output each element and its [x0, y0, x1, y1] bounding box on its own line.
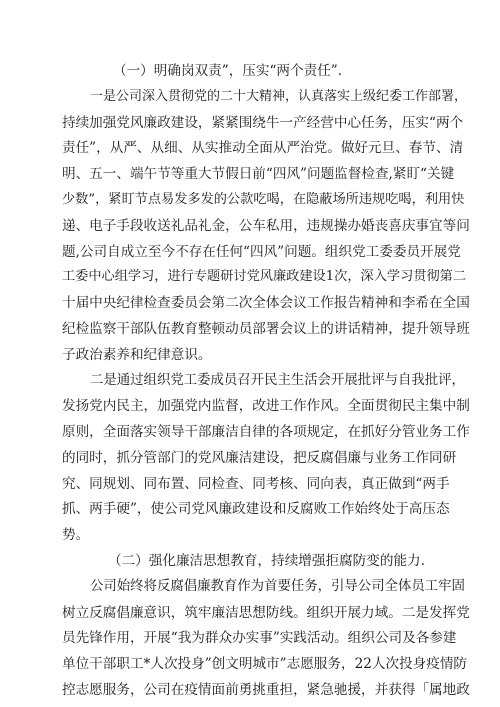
- paragraph-line: 发扬党内民主，加强党内监督，改进工作作风。全面贯彻民主集中制: [62, 398, 470, 414]
- paragraph-line: 递、电子手段收送礼品礼金，公车私用，违规操办婚丧喜庆事宜等问: [62, 218, 470, 234]
- paragraph-line: 持续加强党风廉政建设，紧紧围绕牛一产经营中心任务，压实“两个: [62, 115, 464, 131]
- paragraph-line: 树立反腐倡廉意识，筑牢廉洁思想防线。组织开展力域。二是发挥党: [62, 605, 470, 621]
- paragraph-line: 势。: [62, 527, 90, 543]
- paragraph-line: 子政治素养和纪律意识。: [62, 347, 212, 363]
- paragraph-line: 题,公司自成立至今不存在任何“四风”问题。组织党工委委员开展党: [62, 244, 461, 260]
- paragraph-line: 纪检监察干部队伍教育整顿动员部署会议上的讲话精神，提升领导班: [62, 321, 470, 337]
- paragraph-line: 控志愿服务，公司在疫情面前勇挑重担，紧急驰援，并获得「属地政: [62, 682, 470, 698]
- paragraph-line: 明、五一、端午节等重大节假日前“四风”问题监督检查,紧盯“关键: [62, 166, 455, 182]
- paragraph-line: 一是公司深入贯彻党的二十大精神，认真落实上级纪委工作部署，: [90, 89, 468, 104]
- paragraph-line: 二是通过组织党工委成员召开民主生活会开展批评与自我批评，: [90, 373, 465, 388]
- paragraph-line: 单位干部职工*人次投身”创文明城市”志愿服务，22人次投身疫情防: [62, 656, 468, 672]
- section-heading: （二）强化廉洁思想教育，持续增强拒腐防变的能力.: [108, 553, 425, 569]
- paragraph-line: 究、同规划、同布置、同检查、同考核、同向表，真正做到“两手: [62, 476, 450, 492]
- paragraph-line: 工委中心组学习，进行专题研讨党风廉政建设1次，深入学习贯彻第二: [62, 269, 467, 284]
- section-heading: （一）明确岗双责”，压实“两个责任”．: [113, 63, 352, 79]
- paragraph-line: 责任”，从严、从细、从实推动全面从严治党。做好元旦、春节、清: [62, 140, 464, 156]
- paragraph-line: 抓、两手硬”，使公司党风廉政建设和反腐败工作始终处于高压态: [62, 501, 450, 517]
- paragraph-line: 员先锋作用，开展“我为群众办实事”实践活动。组织公司及各参建: [62, 630, 457, 646]
- paragraph-line: 十届中央纪律检查委员会第二次全体会议工作报告精神和李希在全国: [62, 295, 470, 311]
- paragraph-line: 少数”，紧盯节点易发多发的公款吃喝，在隐蔽场所违规吃喝，利用快: [62, 192, 465, 207]
- paragraph-line: 公司始终将反腐倡廉教育作为首要任务，引导公司全体员工牢固: [90, 579, 465, 594]
- paragraph-line: 的同时，抓分管部门的党风廉洁建设，把反腐倡廉与业务工作同研: [62, 450, 457, 466]
- paragraph-line: 原则，全面落实领导干部廉洁自律的各项规定，在抓好分管业务工作: [62, 424, 470, 440]
